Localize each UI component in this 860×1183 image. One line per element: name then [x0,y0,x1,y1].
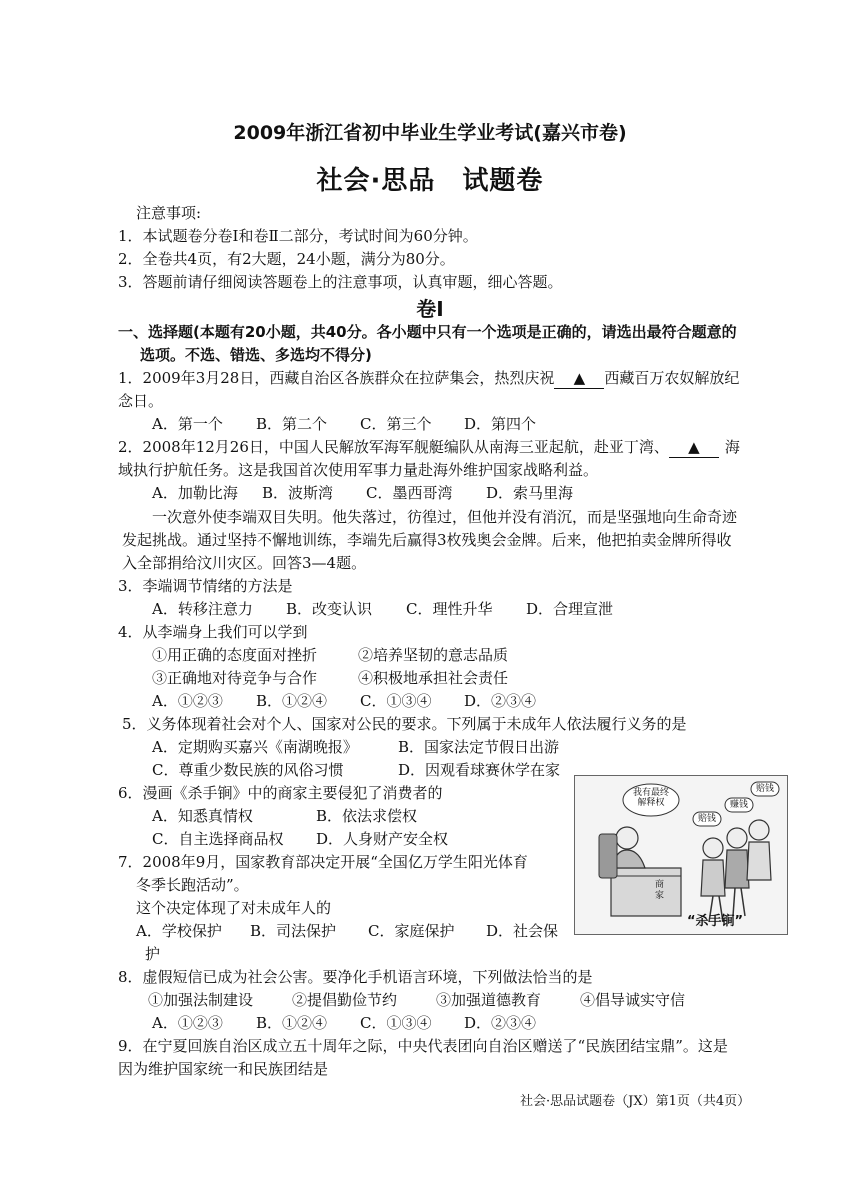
question-2-options: A．加勒比海 B．波斯湾 C．墨西哥湾 D．索马里海 [152,484,574,502]
question-1-options: A．第一个 B．第二个 C．第三个 D．第四个 [152,415,537,433]
question-6-options: C．自主选择商品权 D．人身财产安全权 [152,830,449,848]
cartoon-bubble-text: 赔钱 [755,784,774,794]
question-4-items: ①用正确的态度面对挫折 ②培养坚韧的意志品质 [152,646,509,664]
question-9: 9．在宁夏回族自治区成立五十周年之际，中央代表团向自治区赠送了“民族团结宝鼎”。这是 [118,1037,728,1055]
question-5-options: A．定期购买嘉兴《南湖晚报》 B．国家法定节假日出游 [152,738,560,756]
question-4: 4．从李端身上我们可以学到 [118,623,308,641]
question-7-wrap: 护 [145,945,161,963]
section-heading: 一、选择题(本题有20小题，共40分。各小题中只有一个选项是正确的，请选出最符合题意的 [118,323,737,341]
question-2-cont: 域执行护航任务。这是我国首次使用军事力量赴海外维护国家战略利益。 [118,461,599,479]
question-1: 1．2009年3月28日，西藏自治区各族群众在拉萨集会，热烈庆祝 ▲ 西藏百万农奴解放纪 [118,369,740,387]
note-item: 3．答题前请仔细阅读答题卷上的注意事项，认真审题，细心答题。 [118,273,563,291]
note-item: 1．本试题卷分卷Ⅰ和卷Ⅱ二部分，考试时间为60分钟。 [118,227,478,245]
question-7-options: A．学校保护 B．司法保护 C．家庭保护 D．社会保 [136,922,559,940]
question-8-items: ①加强法制建设 ②提倡勤俭节约 ③加强道德教育 ④倡导诚实守信 [148,991,686,1009]
question-5-options: C．尊重少数民族的风俗习惯 D．因观看球赛休学在家 [152,761,561,779]
question-2: 2．2008年12月26日，中国人民解放军海军舰艇编队从南海三亚起航，赴亚丁湾、 ▲ 海 [118,438,740,456]
passage-line: 发起挑战。通过坚持不懈地训练，李端先后赢得3枚残奥会金牌。后来，他把拍卖金牌所得收 [122,531,732,549]
question-4-items: ③正确地对待竞争与合作 ④积极地承担社会责任 [152,669,509,687]
question-1-cont: 念日。 [118,392,164,410]
question-5: 5．义务体现着社会对个人、国家对公民的要求。下列属于未成年人依法履行义务的是 [122,715,687,733]
question-7: 7．2008年9月，国家教育部决定开展“全国亿万学生阳光体育 [118,853,528,871]
exam-title: 2009年浙江省初中毕业生学业考试(嘉兴市卷) [233,122,627,144]
question-3: 3．李端调节情绪的方法是 [118,577,293,595]
exam-subtitle: 社会·思品 试题卷 [316,166,544,196]
question-6: 6．漫画《杀手锏》中的商家主要侵犯了消费者的 [118,784,443,802]
part-heading: 卷Ⅰ [416,297,444,321]
answer-blank: ▲ [554,368,604,389]
question-8-options: A．①②③ B．①②④ C．①③④ D．②③④ [152,1014,537,1032]
cartoon-bubble-text: 赔钱 [697,814,716,824]
question-4-options: A．①②③ B．①②④ C．①③④ D．②③④ [152,692,537,710]
cartoon-desk-label: 商家 [655,880,665,901]
section-heading-cont: 选项。不选、错选、多选均不得分) [140,346,372,364]
page-footer: 社会·思品试题卷（JX）第1页（共4页） [520,1094,751,1109]
cartoon-caption: “杀手锏” [687,914,744,929]
question-7-cont: 冬季长跑活动”。 [136,876,249,894]
cartoon-illustration [574,775,788,935]
answer-blank: ▲ [669,437,719,458]
note-item: 2．全卷共4页，有2大题，24小题，满分为80分。 [118,250,455,268]
notes-heading: 注意事项: [136,204,202,222]
question-6-options: A．知悉真情权 B．依法求偿权 [152,807,418,825]
cartoon-drawing [575,776,787,934]
passage-line: 一次意外使李端双目失明。他失落过，彷徨过，但他并没有消沉，而是坚强地向生命奇迹 [152,508,738,526]
passage-line: 入全部捐给汶川灾区。回答3—4题。 [122,554,367,572]
cartoon-bubble-text: 我有最终解释权 [632,788,669,808]
question-9-cont: 因为维护国家统一和民族团结是 [118,1060,329,1078]
cartoon-bubble-text: 赚钱 [729,800,748,810]
question-7-cont: 这个决定体现了对未成年人的 [136,899,332,917]
question-3-options: A．转移注意力 B．改变认识 C．理性升华 D．合理宣泄 [152,600,614,618]
question-8: 8．虚假短信已成为社会公害。要净化手机语言环境，下列做法恰当的是 [118,968,593,986]
